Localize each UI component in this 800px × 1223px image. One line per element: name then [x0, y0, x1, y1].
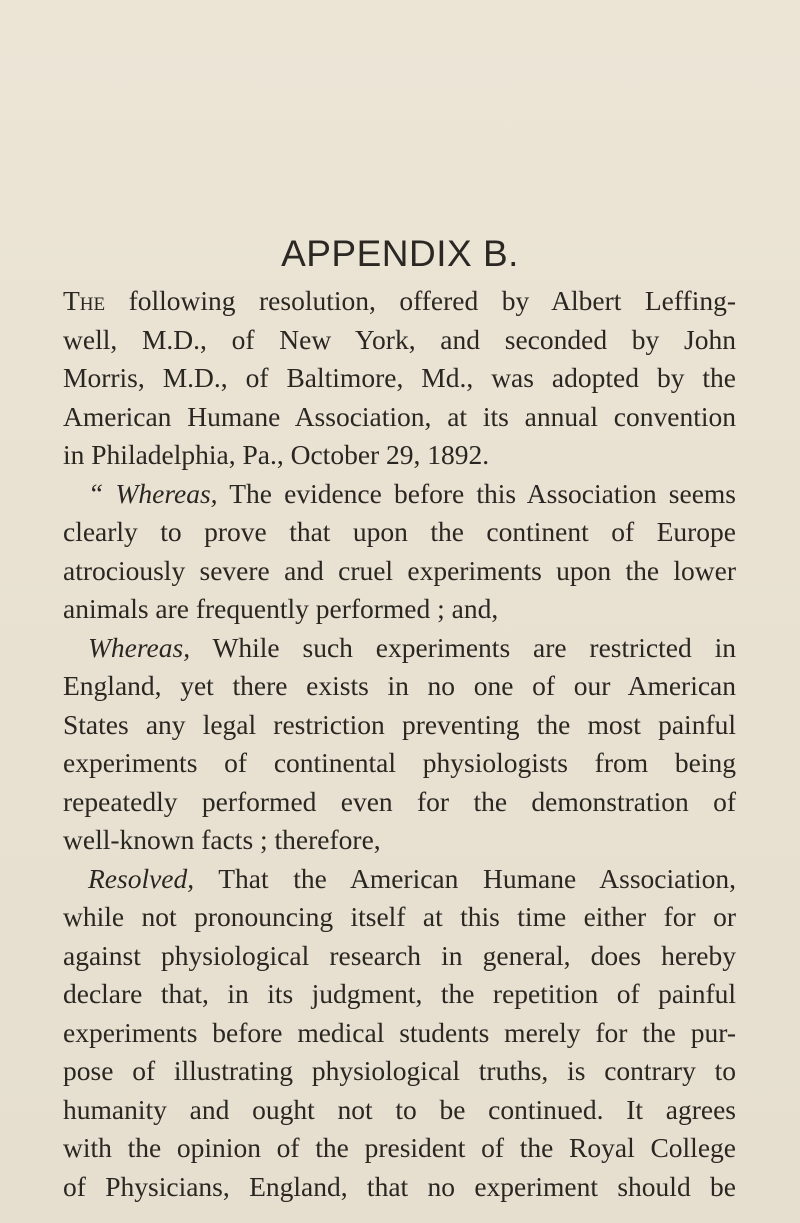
text-line: well-known facts ; therefore,	[63, 824, 381, 855]
text-line: “ Whereas, The evidence before this Association seems	[88, 477, 737, 509]
text-line: repeatedly performed even for the demonstration of	[63, 785, 736, 817]
whereas-keyword: “ Whereas,	[88, 477, 218, 509]
text-line: with the opinion of the president of the Royal College	[63, 1132, 736, 1163]
text-line: Resolved, That the American Humane Association,	[88, 862, 736, 894]
resolved-keyword: Resolved,	[88, 862, 195, 894]
text-line: animals are frequently performed ; and,	[63, 593, 499, 624]
text-line: States any legal restriction preventing the most painful	[63, 708, 736, 740]
text-line: humanity and ought not to be continued. It agrees	[63, 1093, 736, 1125]
text-line: in Philadelphia, Pa., October 29, 1892.	[63, 439, 490, 470]
text-line: experiments of continental physiologists from being	[63, 747, 736, 778]
text-line: clearly to prove that upon the continent of Europe	[63, 516, 736, 547]
text-line: American Humane Association, at its annual convention	[63, 400, 736, 432]
text-line: England, yet there exists in no one of our American	[63, 670, 736, 701]
text-line: declare that, in its judgment, the repetition of painful	[63, 978, 736, 1009]
text-line: atrociously severe and cruel experiments upon the lower	[63, 554, 736, 586]
text-line: while not pronouncing itself at this time either for or	[63, 901, 736, 932]
whereas-keyword: Whereas,	[88, 631, 191, 663]
text-line: Whereas, While such experiments are restricted in	[88, 631, 736, 663]
text-line: well, M.D., of New York, and seconded by John	[63, 323, 736, 355]
appendix-heading: APPENDIX B.	[281, 233, 519, 274]
text-line: against physiological research in general, does hereby	[63, 939, 736, 971]
text-line: Morris, M.D., of Baltimore, Md., was adopted by the	[63, 362, 736, 393]
opening-word: The	[63, 285, 106, 316]
text-line: experiments before medical students merely for the pur-	[63, 1016, 736, 1048]
text-line: pose of illustrating physiological truths, is contrary to	[63, 1055, 736, 1086]
text-line: of Physicians, England, that no experiment should be	[63, 1170, 736, 1202]
text-line: The following resolution, offered by Albert Leffing-	[63, 285, 736, 316]
